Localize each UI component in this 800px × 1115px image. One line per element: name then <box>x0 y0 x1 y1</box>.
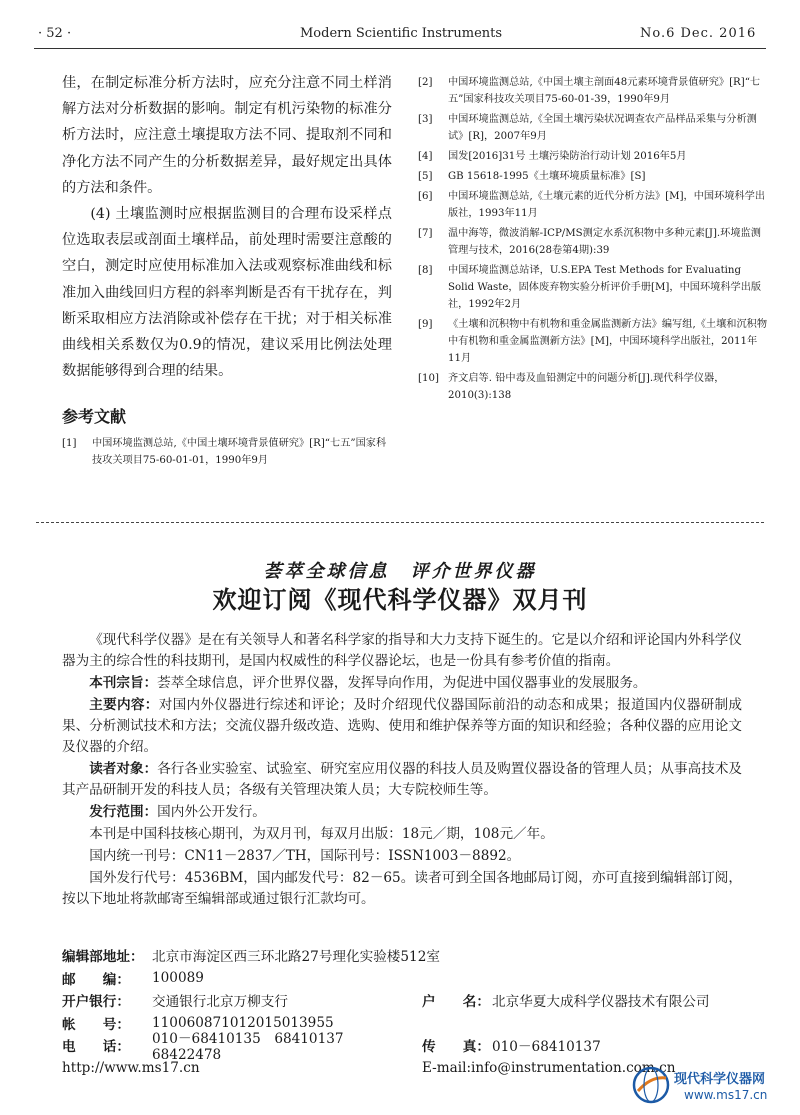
body-paragraph: (4) 土壤监测时应根据监测目的合理布设采样点位选取表层或剖面土壤样品，前处理时需要注意酸的空白，测定时应使用标准加入法或观察标准曲线和标准加入曲线回归方程的斜率判断是否有干扰存在，判断采取相应方法消除或补偿存在干扰；对于相关标准曲线相关系数仅为0.9的情况，建议采用比例法处理数据能够得到合理的结果。 <box>62 206 392 380</box>
ad-title: 欢迎订阅《现代科学仪器》双月刊 <box>212 585 588 614</box>
email-link[interactable]: E-mail:info@instrumentation.com.cn <box>422 1059 676 1076</box>
reference-item: [4] 国发[2016]31号 土壤污染防治行动计划 2016年5月 <box>418 151 687 162</box>
reference-item: [3] 中国环境监测总站,《全国土壤污染状况调查农产品样品采集与分析测试》[R]，2007年9月 <box>418 114 757 142</box>
ad-content: 主要内容：对国内外仪器进行综述和评论；及时介绍现代仪器国际前沿的动态和成果；报道国内仪器研制成果、分析测试技术和方法；交流仪器升级改造、选购、使用和维护保养等方面的知识和经验；各种仪器的应用论文及仪器的介绍。 <box>62 697 743 755</box>
contact-address: 编辑部地址： 北京市海淀区西三环北路27号理化实验楼512室 <box>62 949 440 966</box>
reference-item: [10] 齐文启等. 铅中毒及血铅测定中的问题分析[J].现代科学仪器，2010(3):138 <box>418 373 725 401</box>
reference-item: [6] 中国环境监测总站,《土壤元素的近代分析方法》[M]，中国环境科学出版社，1993年11月 <box>418 191 766 219</box>
ad-slogan: 荟萃全球信息 评介世界仪器 <box>263 561 537 582</box>
ad-intro: 《现代科学仪器》是在有关领导人和著名科学家的指导和大力支持下诞生的。它是以介绍和评论国内外科学仪器为主的综合性的科技期刊，是国内权威性的科学仪器论坛，也是一份具有参考价值的指南。 <box>62 632 742 669</box>
reference-item: [5] GB 15618-1995《土壤环境质量标准》[S] <box>418 171 646 182</box>
reference-item: [7] 温中海等，微波消解-ICP/MS测定水系沉积物中多种元素[J].环境监测管理与技术，2016(28卷第4期):39 <box>418 228 761 256</box>
left-column <box>62 70 392 472</box>
reference-item: [2] 中国环境监测总站,《中国土壤主剖面48元素环境背景值研究》[R]“七五”国家科技攻关项目75-60-01-39，1990年9月 <box>418 77 761 105</box>
reference-item: [8] 中国环境监测总站译，U.S.EPA Test Methods for Evaluating Solid Waste，固体废弃物实验分析评价手册[M]，中国环境科学出版社，1992年2月 <box>418 265 762 310</box>
ad-readers: 读者对象：各行各业实验室、试验室、研究室应用仪器的科技人员及购置仪器设备的管理人员；从事高技术及其产品研制开发的科技人员；各级有关管理决策人员；大专院校师生等。 <box>62 761 743 798</box>
references-heading: 参考文献 <box>62 407 127 427</box>
contact-bank: 开户银行： 交通银行北京万柳支行 户 名： 北京华夏大成科学仪器技术有限公司 <box>62 994 710 1011</box>
body-paragraph: 佳，在制定标准分析方法时，应充分注意不同土样消解方法对分析数据的影响。制定有机污染物的标准分析方法时，应注意土壤提取方法不同、提取剂不同和净化方法不同产生的分析数据差异，最好规定出具体的方法和条件。 <box>62 75 392 196</box>
contact-account: 帐 号： 110060871012015013955 <box>62 1014 334 1033</box>
page-number: · 52 · <box>38 26 72 41</box>
watermark-url: www.ms17.cn <box>684 1088 768 1102</box>
ad-purpose: 本刊宗旨：荟萃全球信息，评介世界仪器，发挥导向作用，为促进中国仪器事业的发展服务。 <box>89 675 647 691</box>
issue-info: No.6 Dec. 2016 <box>640 26 757 41</box>
ad-body <box>62 630 742 911</box>
header-rule <box>34 48 766 49</box>
ad-scope: 发行范围：国内外公开发行。 <box>89 804 266 820</box>
contact-phone: 电 话： 010－68410135 68410137 68422478 传 真： 010－68410137 <box>62 1031 601 1064</box>
section-divider <box>36 522 764 523</box>
globe-icon <box>630 1064 672 1106</box>
reference-item: [1] 中国环境监测总站,《中国土壤环境背景值研究》[R]“七五”国家科技攻关项目75-60-01-01，1990年9月 <box>62 438 387 467</box>
ad-cn: 国内统一刊号：CN11－2837／TH，国际刊号：ISSN1003－8892。 <box>89 848 521 864</box>
contact-block <box>62 944 762 1079</box>
site-watermark <box>628 1060 788 1110</box>
reference-item: [9] 《土壤和沉积物中有机物和重金属监测新方法》编写组,《土壤和沉积物中有机物和重金属监测新方法》[M]，中国环境科学出版社，2011年11月 <box>418 319 768 364</box>
ad-distribution: 国外发行代号：4536BM，国内邮发代号：82－65。读者可到全国各地邮局订阅，亦可直接到编辑部订阅，按以下地址将款邮寄至编辑部或通过银行汇款均可。 <box>62 870 742 907</box>
contact-zip: 邮 编： 100089 <box>62 969 204 988</box>
watermark-name: 现代科学仪器网 <box>674 1072 766 1087</box>
website-link[interactable]: http://www.ms17.cn <box>62 1059 200 1076</box>
right-column <box>418 74 770 407</box>
journal-name: Modern Scientific Instruments <box>300 26 503 41</box>
ad-price: 本刊是中国科技核心期刊，为双月刊，每双月出版：18元／期，108元／年。 <box>89 826 554 842</box>
